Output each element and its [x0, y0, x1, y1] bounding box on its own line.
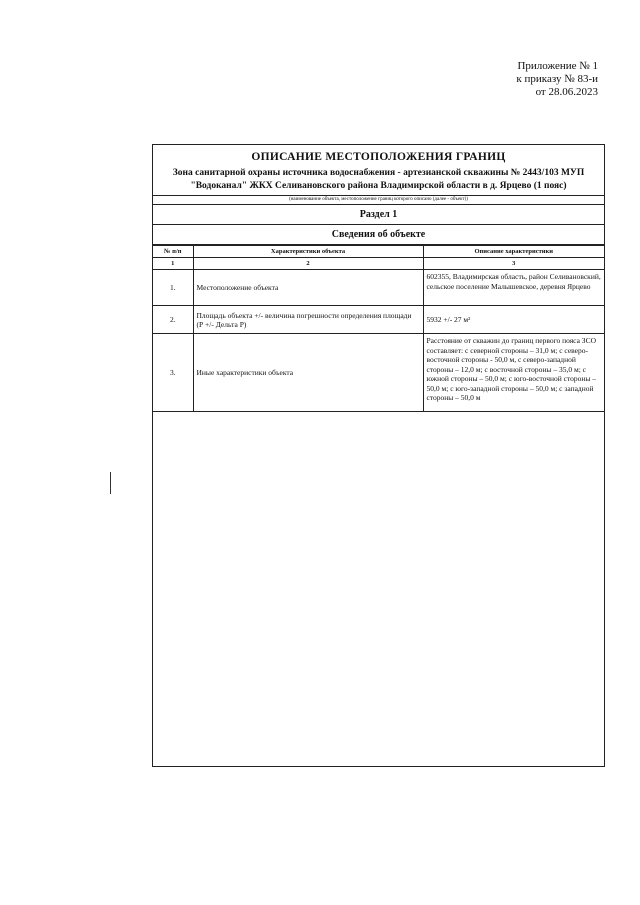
header-description: Описание характеристики — [423, 246, 604, 258]
row-characteristic: Площадь объекта +/- величина погрешности определения площади (Р +/- Дельта Р) — [193, 306, 423, 334]
table-row — [153, 306, 604, 334]
index-1: 1 — [153, 258, 193, 270]
appendix-line-1: Приложение № 1 — [517, 60, 598, 72]
document-description: Зона санитарной охраны источника водоснабжения - артезианской скважины № 2443/103 МУП "Водоканал" ЖКХ Селивановского района Владимирской области в д. Ярцево (1 пояс) — [172, 168, 585, 191]
table-header-row — [153, 246, 604, 258]
table-row — [153, 334, 604, 412]
row-characteristic: Иные характеристики объекта — [193, 334, 423, 412]
header-characteristic: Характеристики объекта — [193, 246, 423, 258]
margin-mark — [110, 472, 111, 494]
row-value: Расстояние от скважин до границ первого пояса ЗСО составляет: с северной стороны – 31,0 м; с северо-восточной стороны - 50,0 м, с северо-западной стороны – 12,0 м; с восточной стороны – 35,0 м; с южной стороны – 50,0 м; с юго-восточной стороны – 50,0 м; с юго-западной стороны – 50,0 м; с западной стороны – 50,0 м — [423, 334, 604, 412]
appendix-line-3: от 28.06.2023 — [535, 86, 598, 98]
section-heading: Раздел 1 — [153, 205, 604, 225]
index-2: 2 — [193, 258, 423, 270]
subsection-heading: Сведения об объекте — [153, 225, 604, 245]
appendix-line-2: к приказу № 83-и — [516, 73, 598, 85]
row-value: 5932 +/- 27 м² — [423, 306, 604, 334]
document-frame — [152, 144, 605, 767]
table-row — [153, 270, 604, 306]
row-number: 2. — [153, 306, 193, 334]
document-note: (наименование объекта, местоположение границ которого описано (далее - объект)) — [153, 195, 604, 204]
row-number: 3. — [153, 334, 193, 412]
document-header — [153, 145, 604, 205]
appendix-reference — [516, 60, 598, 99]
document-title: ОПИСАНИЕ МЕСТОПОЛОЖЕНИЯ ГРАНИЦ — [251, 151, 506, 163]
object-info-table — [153, 245, 604, 412]
row-number: 1. — [153, 270, 193, 306]
header-number: № п/п — [153, 246, 193, 258]
table-index-row — [153, 258, 604, 270]
row-value: 602355, Владимирская область, район Селивановский, сельское поселение Малышевское, деревня Ярцево — [423, 270, 604, 306]
row-characteristic: Местоположение объекта — [193, 270, 423, 306]
index-3: 3 — [423, 258, 604, 270]
